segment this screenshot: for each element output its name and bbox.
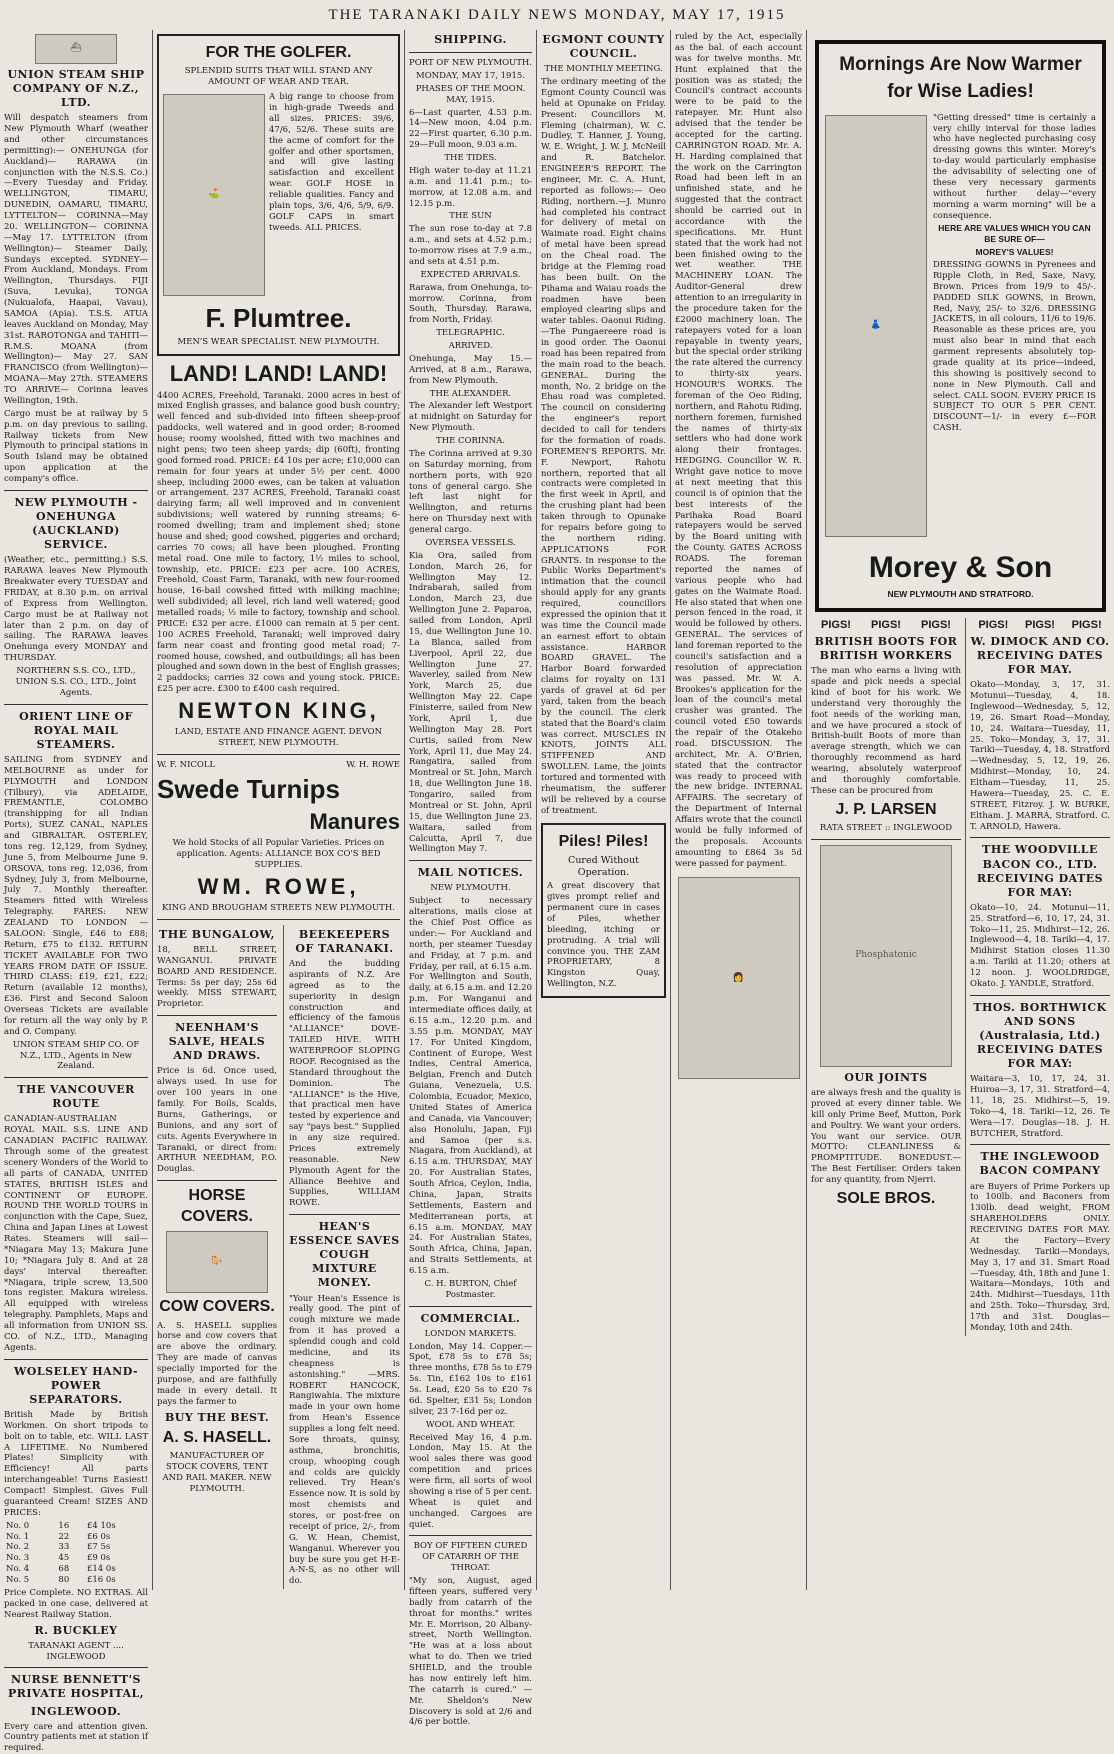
size-cell: £7 5s: [86, 1542, 111, 1553]
heans-text: "Your Hean's Essence is really good. The pint of cough mixture we made from it has proved a splendid cough and cold medicine, and its cheapness is astonishing." —MRS. ROBERT HANCOCK, Rangiwahia. The mixture made in your own home from Hean's Essence supplies a long felt need. Sore throats, quinsy, asthma, bronchitis, croup, whooping cough and colds are quickly relieved. Try Hean's Essence now. It is sold by most chemists and stores, or post-free on receipt of price, 2/-, from G. W. Hean, Chemist, Wanganui. Wherever you buy be sure you get H-E-A-N-S, as no other will do.: [289, 1293, 400, 1587]
sizes-table: [4, 1521, 148, 1586]
wolseley-title: WOLSELEY HAND-POWER SEPARATORS.: [13, 1364, 139, 1406]
commercial-title: COMMERCIAL.: [420, 1311, 521, 1325]
orient-title: ORIENT LINE OF ROYAL MAIL STEAMERS.: [19, 709, 133, 751]
newton-sub: LAND, ESTATE AND FINANCE AGENT. DEVON STREET, NEW PLYMOUTH.: [174, 727, 383, 749]
golfer-subtitle: SPLENDID SUITS THAT WILL STAND ANY AMOUNT OF WEAR AND TEAR.: [184, 66, 373, 88]
egmont-continued: ruled by the Act, especially as the bal. of each account was for twelve months. Mr. Hunt explained that the position was as stated; the Council's contract accounts were to be paid to the ratepayer. Mr. Hunt also advised that the tender be accepted for the carting. CARRINGTON ROAD. Mr. A. H. Harding complained that the work on the Carrington Road had been left in an unfinished state, and he suggested that the contract should be carried out in accordance with the specifications. Mr. Hunt stated that the work had not been finished owing to the wet weather. THE MACHINERY LOAN. The Auditor-General drew attention to an irregularity in the procedure taken for the £2000 machinery loan. The ratepayers voted for a loan repayable in twenty years, but the special order striking the rate altered the currency to thirty-six years. HONOUR'S WORKS. The foreman of the Oeo Riding, northern, and Rahotu Riding, northern foremen, furnished the names of thirty-six settlers who had done work along their frontages. HEDGING. Councillor W. R. Wright gave notice to move at next meeting that this council is of opinion that the best interests of the Parihaka Road Board ratepayers would be served by the Board uniting with the County. GATES ACROSS ROADS. The foreman reported the names of various people who had gates on the Waimate Road. He also stated that when one person fenced in the road, it would be followed by others. GENERAL. The services of land foreman reported to the council's satisfaction and a resolution of appreciation was passed. Mr. W. A. Brookes's application for the loan of the council's metal crusher was granted. The council voted £50 towards the repair of the Otakeho road. DISCUSSION. The architect, Mr. A. O'Brien, stated that the contractor was ready to proceed with the new bridge. INTERNAL AFFAIRS. The secretary of the Department of Internal Affairs wrote that the council would be fully informed of the proposals. Accounts amounting to £864 3s 5d were passed for payment.: [675, 32, 802, 869]
port-date: MONDAY, MAY 17, 1915.: [415, 70, 525, 81]
size-row: [4, 1521, 148, 1532]
column-6: [807, 30, 1114, 1590]
hasell-text: A. S. HASELL supplies horse and cow covers that are above the ordinary. They are made of canvas specially imported for the purpose, and are faithfully made in every detail. It pays the farmer to: [157, 1320, 277, 1407]
size-cell: £9 0s: [86, 1553, 111, 1564]
rowe-initials: W. H. ROWE: [346, 759, 400, 770]
plumtree-name: F. Plumtree.: [205, 303, 352, 334]
mail-place: NEW PLYMOUTH.: [430, 883, 511, 894]
orient-text: SAILING from SYDNEY and MELBOURNE as under for PLYMOUTH and LONDON (Tilbury), via ADELAIDE, FREMANTLE, COLOMBO (transhipping for all Indian Ports), SUEZ CANAL, NAPLES and GIBRALTAR. OSTERLEY, tons reg. 12,129, from Sydney, June 5, from Melbourne June 9. ORSOVA, tons reg. 12,036, from Sydney, July 3, from Melbourne, July 7. Monthly thereafter. Steamers fitted with Wireless Telegraphy. FARES: NEW ZEALAND TO LONDON —SALOON: Single, £46 to £88; Return, £75 to £132. RETURN TICKET AVAILABLE FOR TWO YEARS FROM DATE OF ISSUE. THIRD CLASS: £19, £21, £22; Return (available 12 months), £36. First and Second Saloon Overseas Tickets are available for return all the way only by P. and O. Company.: [4, 754, 148, 1037]
morey-sub: NEW PLYMOUTH AND STRATFORD.: [887, 589, 1034, 600]
borthwick-text: Waitara—3, 10, 17, 24, 31. Huiroa—3, 17, 31. Stratford—4, 11, 18, 25. Midhirst—5, 19. Toko—4, 18. Tariki—12, 26. Te Wera—17. Douglas—18. J. H. BUTCHER, Stratford.: [970, 1074, 1110, 1139]
mail-text: Subject to necessary alterations, mails close at the Chief Post Office as under:— For Auckland and north, per steamer Tuesday and Friday, at 7 p.m. and Friday, per rail, at 6.15 a.m. For Wellington and South, daily, at 6.15 a.m. and 12.20 p.m. For Wanganui and intermediate offices daily, at 6.15 a.m., 12.20 p.m. and 3.55 p.m. MONDAY, MAY 17. For United Kingdom, Continent of Europe, West Indies, Central America, Belgian, French and Dutch Guiana, Venezuela, U.S. Colombia, Ecuador, Mexico, United States of America and Canada, via Vancouver; also Honolulu, Japan, Fiji and Samoa (per s.s. Niagara, from Auckland), at 6.15 a.m. THURSDAY, MAY 20. For Australian States, South Africa, Ceylon, India, China, Japan, Straits Settlements, Eastern and Mediterranean ports, at 6.15 a.m. MONDAY, MAY 24. For Australian States, South Africa, China, Japan, and Straits Settlements, at 6.15 a.m.: [409, 896, 532, 1277]
horse-illustration: 🐎: [166, 1231, 268, 1293]
manures: Manures: [309, 809, 400, 835]
morey-ad: [815, 40, 1106, 612]
expected-text: Rarawa, from Onehunga, to-morrow. Corinna, from South, Thursday. Rarawa, from North, Friday.: [409, 282, 532, 326]
larsen-name: J. P. LARSEN: [835, 800, 937, 818]
telegraphic-title: TELEGRAPHIC.: [436, 328, 505, 339]
vancouver-text: CANADIAN-AUSTRALIAN ROYAL MAIL S.S. LINE AND CANADIAN PACIFIC RAILWAY. Through some of the greatest scenery Wonders of the World to all parts of CANADA, UNITED STATES, BRITISH ISLES and CONTINENT OF EUROPE. ROUND THE WORLD TOURS in conjunction with the Cape, Suez, China and Japan Lines at Lowest Rates. Steamers will sail— *Niagara May 13; Makura June 10; *Niagara July 8. And at 28 days' interval thereafter. *Niagara, triple screw, 13,500 tons register. Makura wireless. All equipped with wireless telegraphy. Pamphlets, Maps and all information from UNION SS. CO. of N.Z., LTD., Managing Agents.: [4, 1114, 148, 1353]
bungalow-text: 18, BELL STREET, WANGANUI. PRIVATE BOARD AND RESIDENCE. Terms: 5s per day; 25s 6d weekly. MISS STEWART, Proprietor.: [157, 944, 277, 1010]
mail-title: MAIL NOTICES.: [417, 866, 524, 880]
sole-bros: SOLE BROS.: [836, 1189, 936, 1207]
union-title: UNION STEAM SHIP COMPANY OF N.Z., LTD.: [7, 68, 145, 110]
size-row: [4, 1532, 148, 1543]
piles-ad: [541, 823, 666, 999]
wool-text: Received May 16, 4 p.m. London, May 15. At the wool sales there was good competition and prices were firm, all sorts of wool showing a rise of 5 per cent. Wheat is quiet and unchanged. Cargoes are quiet.: [409, 1432, 532, 1530]
piles-title: Piles! Piles!: [558, 832, 649, 850]
monthly-title: THE MONTHLY MEETING.: [544, 64, 663, 75]
column-4: [537, 30, 670, 1590]
golfer-illustration: ⛳: [163, 94, 265, 296]
mornings-text: "Getting dressed" time is certainly a very chilly interval for those ladies who have neglected purchasing cosy dressing gowns this winter. Morey's to-day would particularly emphasise the advisability of selecting one of these very necessary garments without further delay—"every morning a warm morning" will be a consequence.: [933, 112, 1096, 221]
egmont-title: EGMONT COUNTY COUNCIL.: [542, 33, 665, 61]
fifteen-title: BOY OF FIFTEEN CURED OF CATARRH OF THE THROAT.: [413, 1541, 528, 1574]
wool-title: WOOL AND WHEAT.: [425, 1419, 516, 1430]
dimock-title: W. DIMOCK AND CO. RECEIVING DATES FOR MAY.: [970, 634, 1110, 677]
onehunga-agents: NORTHERN S.S. CO., LTD., UNION S.S. CO., LTD., Joint Agents.: [15, 666, 137, 698]
expected-title: EXPECTED ARRIVALS.: [420, 269, 521, 280]
woodville-title: THE WOODVILLE BACON CO., LTD. RECEIVING DATES FOR MAY:: [976, 843, 1104, 899]
neenham-title: NEENHAM'S SALVE, HEALS AND DRAWS.: [168, 1021, 266, 1063]
size-cell: £6 0s: [86, 1531, 111, 1542]
onehunga-title: NEW PLYMOUTH - ONEHUNGA (AUCKLAND) SERVICE.: [14, 495, 138, 552]
size-row: [4, 1564, 148, 1575]
size-cell: 68: [58, 1564, 70, 1575]
column-1: [0, 30, 152, 1754]
wm-rowe-sub: KING AND BROUGHAM STREETS NEW PLYMOUTH.: [162, 903, 395, 913]
pigs: PIGS!: [921, 618, 951, 631]
size-cell: £4 10s: [86, 1520, 116, 1531]
size-cell: £16 0s: [86, 1575, 116, 1586]
hasell-sub: MANUFACTURER OF STOCK COVERS, TENT AND RAIL MAKER. NEW PLYMOUTH.: [162, 1451, 272, 1494]
piles-text: A great discovery that gives prompt relief and permanent cure in cases of Piles, whether bleeding, itching or protruding. A trial will convince you. THE ZAM PROPRIETARY, 8 Kingston Quay, Wellington, N.Z.: [547, 881, 660, 990]
arrived-text: Onehunga, May 15.—Arrived, at 8 a.m., Rarawa, from New Plymouth.: [409, 353, 532, 386]
buckley-address: TARANAKI AGENT .... INGLEWOOD: [28, 1640, 124, 1662]
golfer-ad: [157, 34, 400, 356]
values-text: DRESSING GOWNS in Pyrenees and Ripple Cloth, in Red, Saxe, Navy, Brown. Prices from 19/9 to 45/-. PADDED SILK GOWNS, in Brown, Red, Navy, 25/- to 32/6. DRESSING JACKETS, in all colours, 11/6 to 19/6. Reasonable as these prices are, you must also bear in mind that each garment represents absolutely top-grade quality at its price—indeed, this showing is positively second to none in New Plymouth. Call and select. CALL SOON. EVERY PRICE IS SUBJECT TO OUR 5 PER CENT. DISCOUNT—1/- in every £—FOR CASH.: [933, 260, 1096, 434]
overseas-text: Kia Ora, sailed from London, March 26, for Wellington May 12. Indrabarah, sailed from London, March 23, due Wellington June 2. Paparoa, sailed from London, April 15, due Wellington June 10. La Blanca, sailed from Liverpool, April 22, due Wellington June 27. Waverley, sailed from New York, March 25, due Wellington May 22. Cape Finisterre, sailed from New York, April 1, due Wellington May 28. Port Curtis, sailed from New York, April 11, due May 24. Rangatira, sailed from Montreal or St. John, March 18, due Wellington June 18. Tongariro, sailed from Montreal or St. John, April 15, due Wellington June 23. Waitara, sailed from Calcutta, April 7, due Wellington May 7.: [409, 550, 532, 855]
egmont-text: The ordinary meeting of the Egmont County Council was held at Opunake on Friday. Present: Councillors M. Fleming (chairman), W. C. Dudley, T. Hanner, J. Young, W. E. Wright, J. W. J. McNeill and R. Batchelor. ENGINEER'S REPORT. The engineer, Mr. C. A. Hunt, reported as follows:— Oeo Riding, northern.—J. Munro had completed his contract for delivery of metal on Waimate road. Eight chains of metal have been spread on the Cheal road. The bridge at the Fleming road has been built. On the Pihama and Waiau roads the roadmen have been employed clearing slips and water tables. Oaonui Riding.—The Pungaereere road is in good order. The Oaonui road has been repaired from the main road to the beach. GENERAL. During the month, No. 2 bridge on the Ehau road was completed. The council on considering the engineer's report decided to call for tenders for the formation of roads. FOREMEN'S REPORTS. Mr. F. Newport, Rahotu northern, reported that all contracts were completed in the first week in April, and the crushing plant had been taken through to Opunake for repairs before going to the northern riding. APPLICATIONS FOR GRANTS. In response to the Public Works Department's intimation that the council should apply for any grants required, councillors expressed the opinion that it was time the Council made an earnest effort to obtain assistance. HARBOR BOARD GRAVEL. The Harbor Board forwarded claims for royalty on 131 yards of gravel at 6d per yard, taken from the beach by the council. The clerk stated that the Board's claim was correct. MUSCLES IN KNOTS, JOINTS ALL STIFFENED AND SWOLLEN. Lame, the joints tortured and tormented with rheumatism, the sufferer will be relieved by a course of treatment.: [541, 77, 666, 816]
mail-signature: C. H. BURTON, Chief Postmaster.: [424, 1278, 517, 1300]
union-text: Will despatch steamers from New Plymouth Wharf (weather and other circumstances permitting):— ONEHUNGA (for Auckland)— RARAWA (in conjunction with the N.S.S. Co.)—Every Tuesday and Friday. WELLINGTON, TIMARU, DUNEDIN, OAMARU, TIMARU, LYTTELTON— CORINNA—May 20. WELLINGTON— CORINNA—May 17. LYTTELTON (from Wellington)— Steamer Daily, Sundays excepted. SYDNEY— From Auckland, Mondays. From Wellington, Thursdays. FIJI (Suva, Levuka), TONGA (Nukualofa, Haapai, Vavau), SAMOA (Apia). T.S.S. ATUA leaves Auckland on Monday, May 31st. RAROTONGA and TAHITI— R.M.S. MOANA (from Wellington)— May 27. SAN FRANCISCO (from Wellington)— MOANA—May 27th. STEAMERS TO ARRIVE— Corinna leaves Wellington, 19th.: [4, 113, 148, 406]
vancouver-title: THE VANCOUVER ROUTE: [17, 1083, 135, 1111]
size-cell: No. 5: [6, 1575, 30, 1586]
nurse-title: NURSE BENNETT'S PRIVATE HOSPITAL,: [7, 1673, 145, 1701]
swede-text: We hold Stocks of all Popular Varieties. Prices on application. Agents: ALLIANCE BOX CO'S BED SUPPLIES.: [172, 838, 385, 870]
borthwick-title: THOS. BORTHWICK AND SONS (Australasia, Ltd.) RECEIVING DATES FOR MAY:: [973, 1000, 1107, 1071]
corinna-title: THE CORINNA.: [436, 436, 505, 447]
nurse-place: INGLEWOOD.: [30, 1704, 122, 1718]
size-cell: 16: [58, 1520, 70, 1531]
size-cell: No. 1: [6, 1531, 30, 1542]
plumtree-sub: MEN'S WEAR SPECIALIST. NEW PLYMOUTH.: [177, 337, 380, 348]
corinna-text: The Corinna arrived at 9.30 on Saturday morning, from northern ports, with 920 tons of general cargo. She left last night for Wellington, and returns here on Thursday next with general cargo.: [409, 448, 532, 536]
alexander-title: THE ALEXANDER.: [429, 388, 512, 399]
pigs-row: [811, 618, 961, 632]
markets-text: London, May 14. Copper.—Spot, £78 5s to £78 5s; three months, £78 5s to £79 5s. Tin, £162 10s to £161 5s. Lead, £20 5s to £20 7s 6d. Spelter, £31 5s; London silver, 23 7-16d per oz.: [409, 1341, 532, 1417]
inglewood-bacon-title: THE INGLEWOOD BACON COMPANY: [979, 1150, 1101, 1178]
sun-text: The sun rose to-day at 7.8 a.m., and sets at 4.52 p.m.; to-morrow rises at 7.9 a.m., and sets at 4.51 p.m.: [409, 224, 532, 267]
masthead: THE TARANAKI DAILY NEWS MONDAY, MAY 17, 1915: [328, 7, 786, 23]
size-row: [4, 1542, 148, 1553]
pigs: PIGS!: [821, 618, 851, 631]
port-title: PORT OF NEW PLYMOUTH.: [409, 58, 533, 69]
woodville-text: Okato—10, 24. Motunui—11, 25. Stratford—6, 10, 17, 24, 31. Toko—11, 25. Midhirst—12, 26. Inglewood—4, 18. Tariki—4, 17. Midhirst Station closes 11.30 a.m. Tariki at 11.20; others at 12 noon. J. WOOLDRIDGE, Okato. J. YANDLE, Stratford.: [970, 902, 1110, 989]
golfer-title: FOR THE GOLFER.: [205, 44, 352, 61]
pigs: PIGS!: [1025, 618, 1055, 631]
inglewood-bacon-text: are Buyers of Prime Porkers up to 100lb. and Baconers from 130lb. dead weight, FROM SHAREHOLDERS ONLY. RECEIVING DATES FOR MAY. At the Factory—Every Wednesday. Tariki—Mondays, May 3, 17 and 31. Smart Road—Tuesday, 4th, 18th and June 1. Waitara—Mondays, 10th and 24th. Midhirst—Tuesdays, 11th and 25th. Toko—Thursday, 3rd, 17th and 31st. Douglas—Monday, 10th and 24th.: [970, 1181, 1110, 1333]
phosphatonic-illustration: 👩: [678, 877, 800, 1079]
arrived-title: ARRIVED.: [448, 341, 493, 352]
nurse-text: Every care and attention given. Country patients met at station if required.: [4, 1721, 148, 1754]
column-2: [153, 30, 404, 1590]
sun-title: THE SUN: [449, 211, 492, 222]
cargo-note: Cargo must be at railway by 5 p.m. on day previous to sailing. Railway tickets from New Plymouth to principal stations in South Island may be obtained upon application at the company's office.: [4, 408, 148, 485]
lady-gown-illustration: 👗: [825, 115, 927, 537]
size-cell: No. 0: [6, 1520, 30, 1531]
joints-text: are always fresh and the quality is proved at every dinner table. We kill only Prime Beef, Mutton, Pork and Poultry. We want your orders. You want our service. OUR MOTTO: CLEANLINESS & PROMPTITUDE. BONEDUST.—The Best Fertiliser. Orders taken for any quantity, from Njerri.: [811, 1088, 961, 1186]
pigs: PIGS!: [1071, 618, 1102, 631]
phases-title: PHASES OF THE MOON. MAY, 1915.: [415, 83, 526, 105]
headache-illustration: Phosphatonic: [820, 845, 952, 1067]
size-cell: No. 3: [6, 1553, 30, 1564]
land-title: LAND! LAND! LAND!: [169, 361, 388, 387]
joints-title: OUR JOINTS: [844, 1070, 928, 1084]
golfer-text: A big range to choose from in high-grade Tweeds and all sizes. PRICES: 39/6, 47/6, 52/6. These suits are the acme of comfort for the golfer and other sportsmen, and will give lasting satisfaction and excellent wear. GOLF HOSE in reliable qualities. Fancy and plain tops, 3/6, 4/6, 5/9, 6/9. GOLF CAPS in smart tweeds. ALL PRICES.: [269, 92, 394, 233]
british-title: BRITISH BOOTS FOR BRITISH WORKERS: [814, 634, 958, 663]
wm-rowe: WM. ROWE,: [197, 873, 360, 899]
larsen-sub: RATA STREET :: INGLEWOOD: [819, 823, 953, 834]
british-text: The man who earns a living with spade and pick needs a special kind of boot for his work. We understand very thoroughly the foot needs of the working man, and we have procured a stock of British-built Boots of more than average strength, which we can thoroughly recommend as hard wearing, absolutely waterproof and thoroughly comfortable. These can be procured from: [811, 666, 961, 796]
size-cell: 22: [58, 1531, 70, 1542]
onehunga-text: (Weather, etc., permitting.) S.S. RARAWA leaves New Plymouth Breakwater every TUESDAY and FRIDAY, at 8.30 p.m. on arrival of Express from Wellington. Cargo must be at Railway not later than 2 p.m. on day of sailing. The RARAWA leaves Onehunga every MONDAY and THURSDAY.: [4, 555, 148, 664]
wolseley-note: Price Complete. NO EXTRAS. All packed in one case, delivered at Nearest Railway Station.: [4, 1587, 148, 1620]
tides-text: High water to-day at 11.21 a.m. and 11.41 p.m.; to-morrow, at 12.08 a.m. and 12.15 p.m.: [409, 165, 532, 209]
markets-title: LONDON MARKETS.: [424, 1328, 517, 1339]
size-cell: No. 4: [6, 1564, 30, 1575]
values-title: HERE ARE VALUES WHICH YOU CAN BE SURE OF—: [938, 223, 1091, 245]
cow-covers: COW COVERS.: [159, 1298, 275, 1316]
morey-name: Morey & Son: [868, 550, 1053, 584]
size-cell: 33: [58, 1542, 70, 1553]
shipping-title: SHIPPING.: [434, 33, 507, 46]
horse-covers: HORSE COVERS.: [180, 1187, 253, 1225]
size-cell: No. 2: [6, 1542, 30, 1553]
column-3: [405, 30, 536, 1728]
orient-agent: UNION STEAM SHIP CO. OF N.Z., LTD., Agents in New Zealand.: [12, 1039, 140, 1072]
size-cell: 80: [58, 1575, 70, 1586]
mornings-title: Mornings Are Now Warmer: [839, 54, 1082, 75]
pigs: PIGS!: [871, 618, 901, 631]
steamship-illustration: ⛴: [35, 34, 117, 64]
pigs: PIGS!: [978, 618, 1009, 631]
values-sub: MOREY'S VALUES!: [975, 247, 1054, 258]
bungalow-title: THE BUNGALOW,: [159, 927, 275, 941]
hasell-name: A. S. HASELL.: [162, 1428, 272, 1446]
size-row: [4, 1553, 148, 1564]
beekeepers-title: BEEKEEPERS OF TARANAKI.: [295, 927, 394, 955]
newton-king: NEWTON KING,: [178, 698, 379, 724]
overseas-title: OVERSEA VESSELS.: [425, 537, 516, 548]
column-5: [671, 30, 806, 1590]
dimock-text: Okato—Monday, 3, 17, 31. Motunui—Tuesday, 4, 18. Inglewood—Wednesday, 5, 12, 19, 26. Smart Road—Monday, 10, 24. Waitara—Tuesday, 11, 25. Toko—Monday, 3, 17, 31. Tariki—Tuesday, 4, 18. Stratford—Wednesday, 5, 12, 19, 26. Midhirst—Monday, 10, 24. Eltham—Tuesday, 11, 25. Hawera—Tuesday, 25. C. E. STREET, Fitzroy. J. W. BURKE, Eltham. J. MARRA, Stratford. C. T. ARNOLD, Hawera.: [970, 680, 1110, 832]
mornings-sub: for Wise Ladies!: [887, 81, 1034, 103]
pigs-row: [970, 618, 1110, 632]
heans-title: HEAN'S ESSENCE SAVES COUGH MIXTURE MONEY.: [289, 1220, 400, 1290]
size-cell: £14 0s: [86, 1564, 116, 1575]
size-cell: 45: [58, 1553, 70, 1564]
neenham-text: Price is 6d. Once used, always used. In use for over 100 years in one family. For Boils, Scalds, Burns, Gatherings, or Bunions, and any sort of cuts. Agents Everywhere in Taranaki, or direct from: ARTHUR NEEDHAM, P.O. Douglas.: [157, 1066, 277, 1175]
buckley-name: R. BUCKLEY: [34, 1623, 118, 1637]
size-row: [4, 1575, 148, 1586]
tides-title: THE TIDES.: [444, 153, 497, 164]
beekeepers-text: And the budding aspirants of N.Z. Are agreed as to the superiority in design construction and efficiency of the famous "ALLIANCE" DOVE-TAILED HIVE. WITH WATERPROOF SLOPING ROOF. Recognised as the Standard throughout the Dominion. The "ALLIANCE" is the Hive, that practical men have tested by experience and say "pays best." Supplied in any size required. Prices extremely reasonable. New Plymouth Agent for the Alliance Beehive and Supplies, WILLIAM ROWE.: [289, 959, 400, 1209]
swede-turnips: Swede Turnips: [157, 773, 340, 804]
piles-subtitle: Cured Without Operation.: [568, 855, 639, 879]
phases-text: 6—Last quarter, 4.53 p.m. 14—New moon, 4.04 p.m. 22—First quarter, 6.30 p.m. 29—Full moon, 9.03 a.m.: [409, 107, 532, 151]
wolseley-text: British Made by British Workmen. On short tripods to bolt on to table, etc. WILL LAST A LIFETIME. No Numbered Plates! Simplicity with Efficiency! All parts interchangeable! Turns Easiest! Compact! Simplest. Gives Full guaranteed Cream! SIZES AND PRICES:: [4, 1409, 148, 1518]
alexander-text: The Alexander left Westport at midnight on Saturday for New Plymouth.: [409, 401, 532, 434]
nicoll: W. F. NICOLL: [157, 759, 216, 770]
land-text: 4400 ACRES, Freehold, Taranaki. 2000 acres in best of mixed English grasses, and balance good bush country; well fenced and sub-divided into fifteen sheep-proof paddocks, well watered and in good order; 8-roomed house; roomy woolshed, fitted with two machines and night pens; two teen sheep yards; dip (60ft), fronting good formed road. PRICE: £4 10s per acre; £10,000 can remain for four years at under 5½ per cent. 4000 sheep, including 2000 ewes, can be taken at valuation or arrangement. 237 ACRES, Freehold, Taranaki coast dairying farm; all well improved and in convenient subdivisions; well watered by running streams; 6-roomed dwelling; tram and implement shed; stone house and shed; good cowshed, piggeries and orchard; carries 70 cows; all have been ploughed. Fronting metal road. One mile to factory, 1½ miles to school, township, etc. PRICE: £23 per acre. 100 ACRES, Freehold, Coast Farm, Taranaki, with new four-roomed house, 16-bail cowshed fitted with milking machine; well subdivided; all level, rich land well watered; good metalled roads; ½ mile to factory, township and school. PRICE: £32 per acre. £1000 can remain at 5 per cent. 100 ACRES Freehold, Taranaki; well improved dairy farm near coast and fronting good metal road; 7-roomed house, cowshed, and outbuildings; all has been ploughed and sown down in the best of English grasses; 2 paddocks; carries 32 cows and young stock. PRICE: £25 per acre. £300 to £400 cash required.: [157, 390, 400, 695]
fifteen-text: "My son, August, aged fifteen years, suffered very badly from catarrh of the throat for months." writes Mr. E. Morrison, 20 Albany-street, North Wellington. "He was at a loss about what to do. Then we tried SHIELD, and the trouble has now entirely left him. The catarrh is cured." — Mr. Sheldon's New Discovery is sold at 2/6 and 4/6 per bottle.: [409, 1576, 532, 1728]
buy-best: BUY THE BEST.: [164, 1410, 270, 1424]
